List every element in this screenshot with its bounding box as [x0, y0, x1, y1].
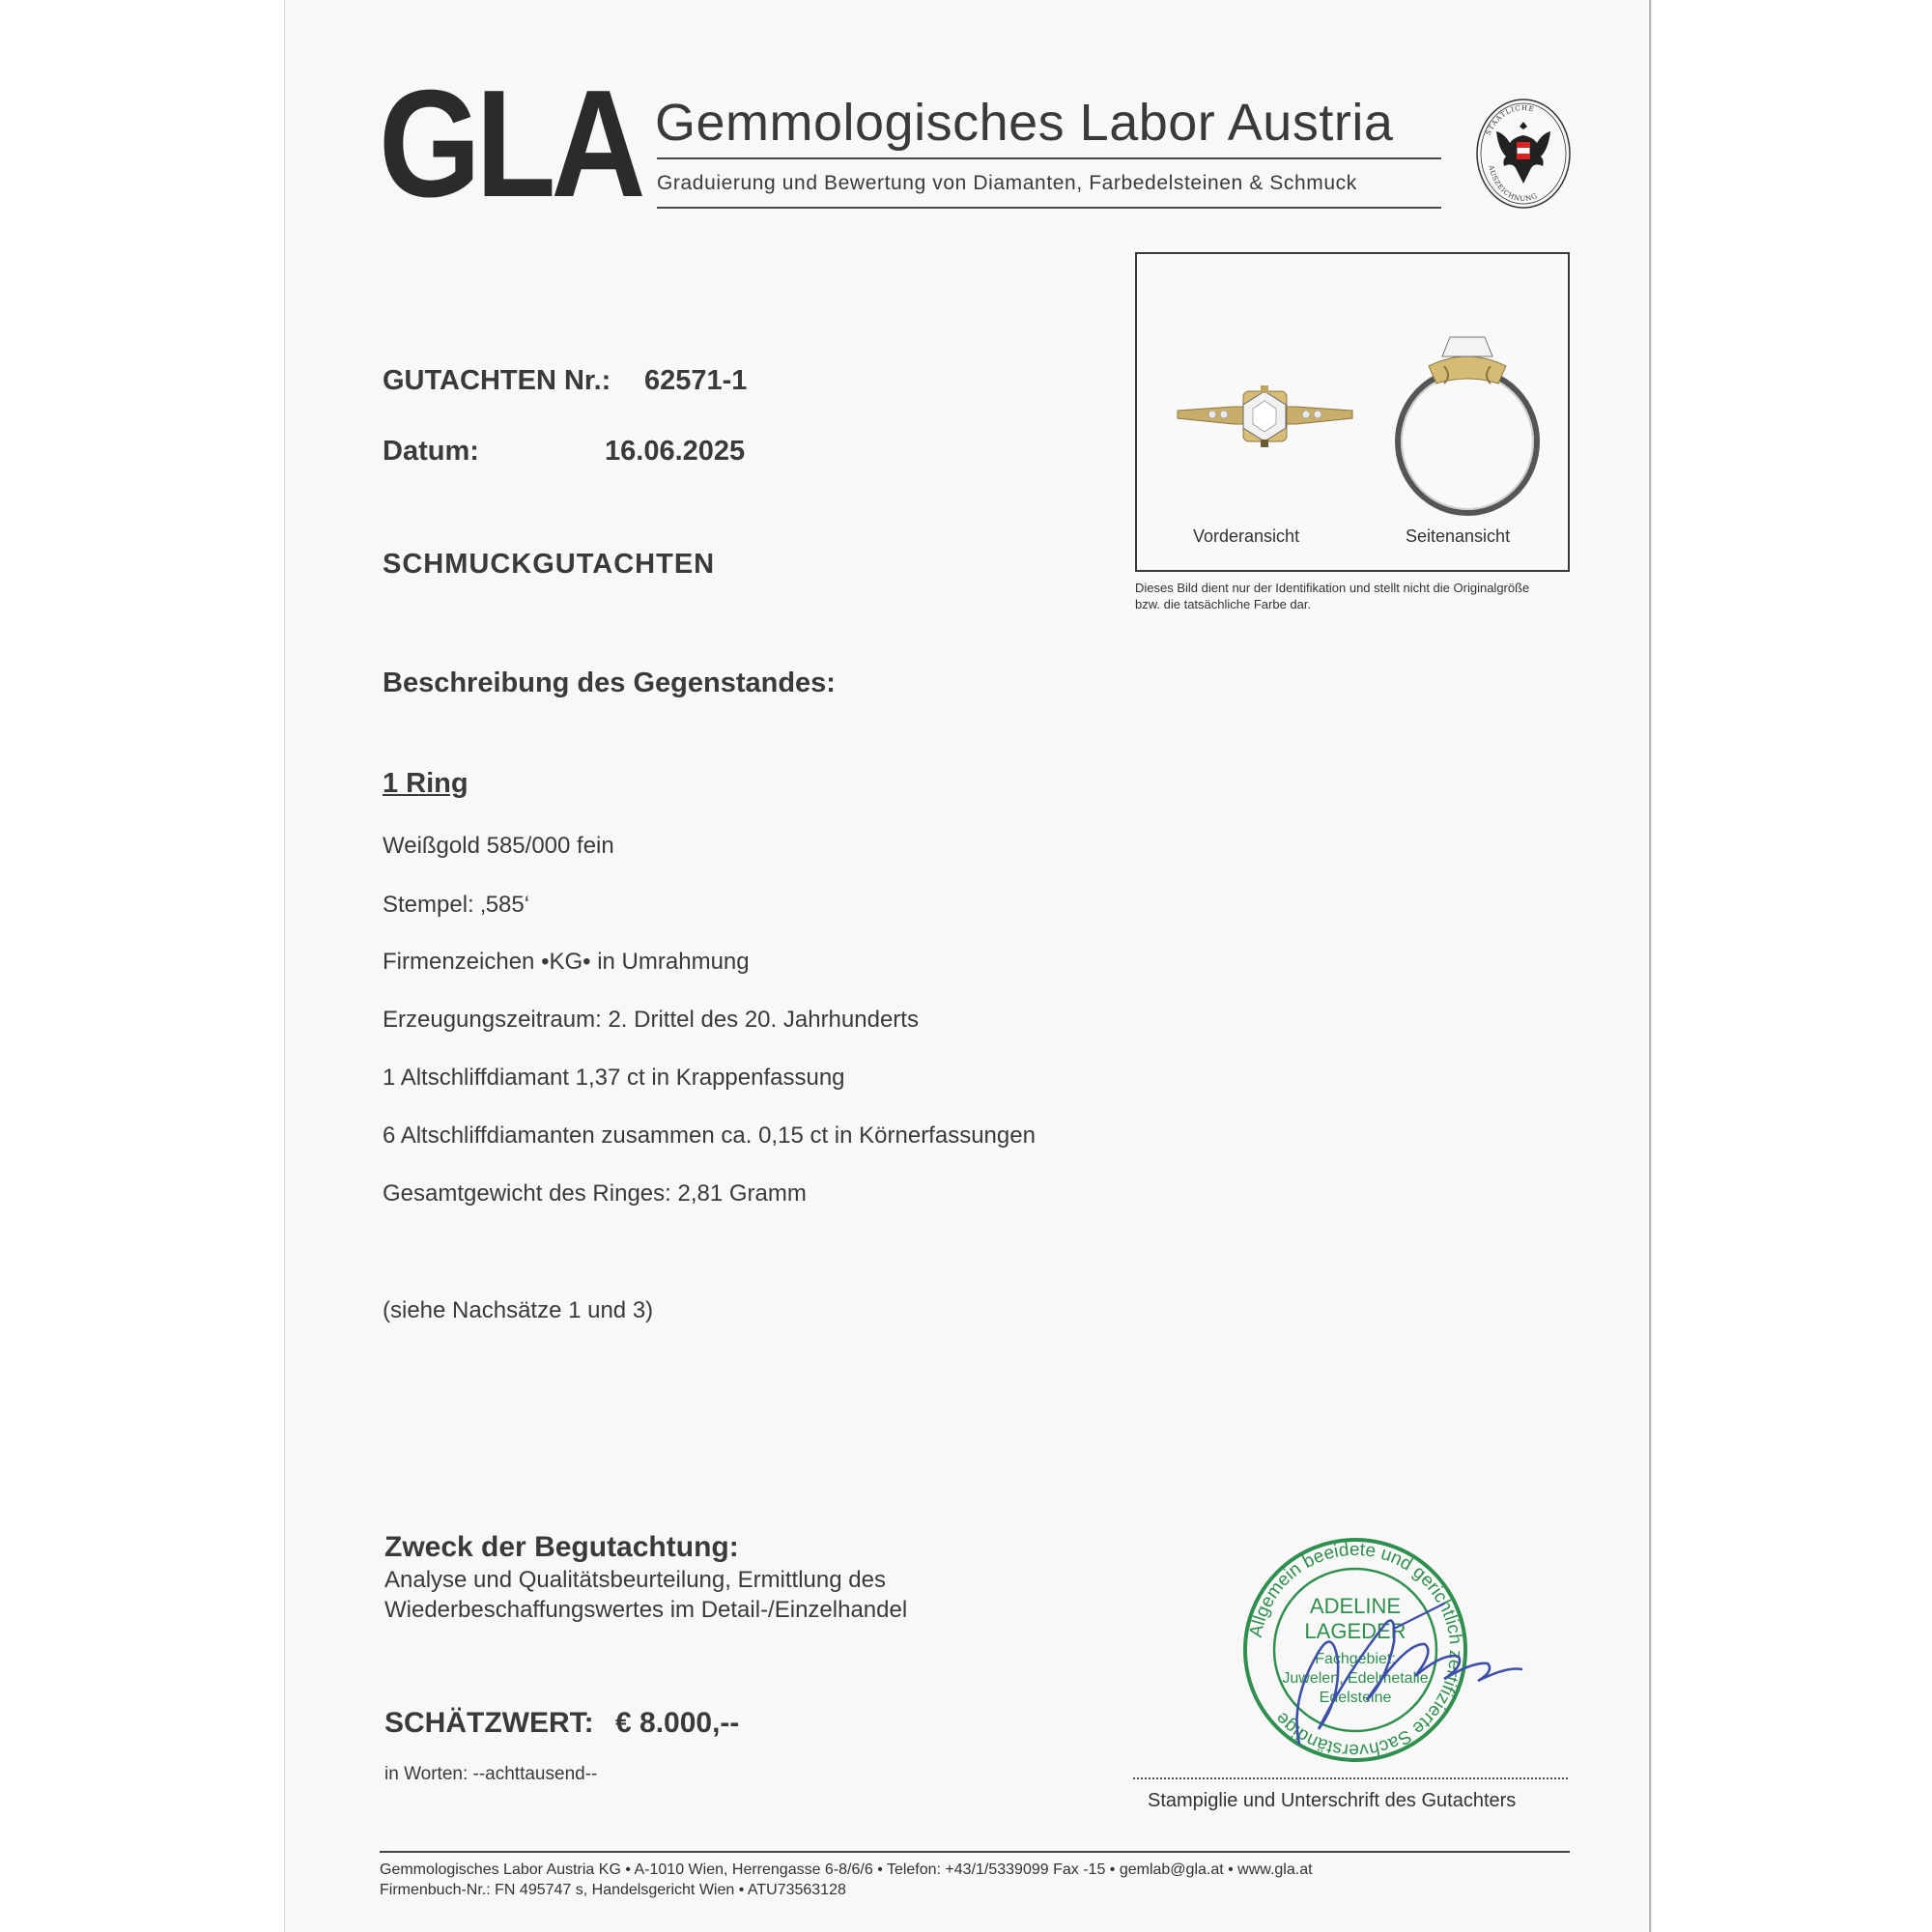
austrian-eagle-seal-icon: [1475, 97, 1572, 211]
description-line: 1 Altschliffdiamant 1,37 ct in Krappenfassung: [383, 1065, 845, 1091]
signature-line: [1133, 1777, 1568, 1779]
description-line: Erzeugungszeitraum: 2. Drittel des 20. Jahrhunderts: [383, 1007, 919, 1033]
footer-rule: [380, 1851, 1570, 1853]
svg-text:STAATLICHE: STAATLICHE: [1484, 103, 1536, 137]
stamp-name-1: ADELINE: [1309, 1594, 1402, 1618]
description-line: Gesamtgewicht des Ringes: 2,81 Gramm: [383, 1180, 807, 1207]
description-line: 6 Altschliffdiamanten zusammen ca. 0,15 ct in Körnerfassungen: [383, 1122, 1036, 1149]
description-note: (siehe Nachsätze 1 und 3): [383, 1297, 654, 1323]
purpose-line-1: Analyse und Qualitätsbeurteilung, Ermittlung des: [384, 1567, 886, 1593]
report-date-value: 16.06.2025: [605, 436, 746, 467]
stamp-ring-text: Allgemein beeidete und gerichtlich zertifizierte Sachverständige: [1245, 1539, 1466, 1761]
stamp-name-2: LAGEDER: [1304, 1619, 1406, 1643]
stamp-field-2: Juwelen, Edelmetalle: [1282, 1670, 1429, 1687]
lab-subtitle: Graduierung und Bewertung von Diamanten, Farbedelsteinen & Schmuck: [657, 172, 1357, 194]
svg-text:AUSZEICHNUNG: AUSZEICHNUNG: [1487, 164, 1539, 204]
header-rule-bottom: [657, 207, 1441, 209]
item-title: 1 Ring: [383, 768, 469, 799]
valuation-words: in Worten: --achttausend--: [384, 1764, 598, 1784]
description-line: Weißgold 585/000 fein: [383, 833, 614, 859]
handwritten-signature: [1280, 1584, 1541, 1753]
stamp-field-3: Edelsteine: [1319, 1690, 1392, 1706]
stamp-field-1: Fachgebiet:: [1315, 1651, 1396, 1667]
ring-side-view-image: [1390, 327, 1545, 521]
description-heading: Beschreibung des Gegenstandes:: [383, 668, 836, 698]
signature-caption: Stampiglie und Unterschrift des Gutachters: [1148, 1790, 1517, 1811]
purpose-line-2: Wiederbeschaffungswertes im Detail-/Einzelhandel: [384, 1597, 908, 1623]
report-number-label: GUTACHTEN Nr.:: [383, 365, 611, 396]
gla-logo: GLA: [379, 59, 641, 229]
side-view-caption: Seitenansicht: [1406, 526, 1511, 546]
valuation-label: SCHÄTZWERT:: [384, 1707, 594, 1739]
footer-contact: Gemmologisches Labor Austria KG • A-1010 Wien, Herrengasse 6-8/6/6 • Telefon: +43/1/5339099 Fax -15 • gemlab@gla.at • www.gla.at: [380, 1861, 1313, 1878]
report-date-label: Datum:: [383, 436, 479, 467]
ring-front-view-image: [1176, 368, 1354, 465]
header-rule-top: [657, 157, 1441, 159]
front-view-caption: Vorderansicht: [1193, 526, 1300, 546]
report-type: SCHMUCKGUTACHTEN: [383, 549, 716, 580]
purpose-heading: Zweck der Begutachtung:: [384, 1531, 739, 1563]
description-line: Stempel: ‚585‘: [383, 892, 530, 918]
description-line: Firmenzeichen •KG• in Umrahmung: [383, 949, 750, 975]
footer-registry: Firmenbuch-Nr.: FN 495747 s, Handelsgericht Wien • ATU73563128: [380, 1882, 846, 1898]
report-number-value: 62571-1: [644, 365, 748, 396]
photo-disclaimer: Dieses Bild dient nur der Identifikation und stellt nicht die Originalgröße bzw. die tatsächliche Farbe dar.: [1135, 581, 1530, 611]
document-sheet: [284, 0, 1651, 1932]
valuation-value: € 8.000,--: [615, 1707, 740, 1739]
ring-photo-box: [1135, 252, 1570, 572]
lab-name: Gemmologisches Labor Austria: [655, 94, 1394, 152]
